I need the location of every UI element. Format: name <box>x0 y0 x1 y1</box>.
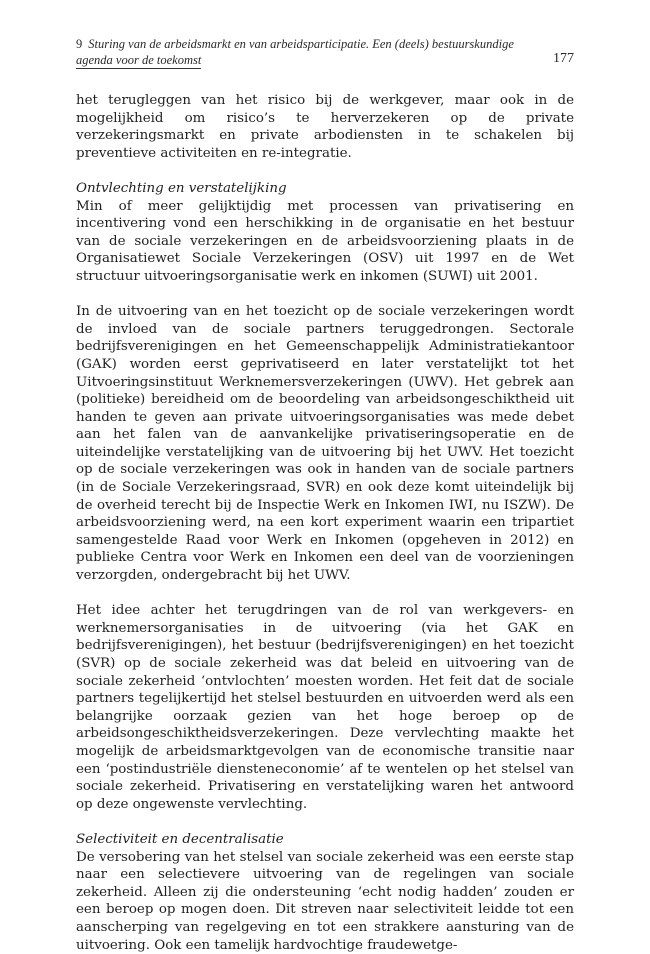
section-heading-selectiviteit: Selectiviteit en decentralisatie <box>76 831 284 847</box>
paragraph-intro: het terugleggen van het risico bij de werkgever, maar ook in de mogelijkheid om risico’s te herverzekeren op de private verzekeringsmarkt en private arbodiensten in te schakelen bij preventieve activiteiten en re-integratie. <box>76 93 574 161</box>
running-header <box>76 36 586 69</box>
paragraph-section1-1: Min of meer gelijktijdig met processen van privatisering en incentivering vond een herschikking in de organisatie en het bestuur van de sociale verzekeringen en de arbeidsvoorziening plaats in de Organisatiewet Sociale Verzekeringen (OSV) uit 1997 en de Wet structuur uitvoeringsorganisatie werk en inkomen (SUWI) uit 2001. <box>76 198 574 284</box>
chapter-number: 9 <box>76 37 83 51</box>
section-heading-ontvlechting: Ontvlechting en verstatelijking <box>76 180 287 196</box>
page-number: 177 <box>553 51 574 66</box>
paragraph-section2-1: De versobering van het stelsel van sociale zekerheid was een eerste stap naar een selectievere uitvoering van de regelingen van sociale zekerheid. Alleen zij die ondersteuning ‘echt nodig hadden’ zouden er een beroep op mogen doen. Dit streven naar selectiviteit leidde tot een aanscherping van regelgeving en tot een strakkere aansturing van de uitvoering. Ook een tamelijk hardvochtige fraudewetge- <box>76 849 574 953</box>
header-title-line1: Sturing van de arbeidsmarkt en van arbeidsparticipatie. Een (deels) bestuurskundige <box>88 37 514 51</box>
header-title-line2: agenda voor de toekomst <box>76 53 202 67</box>
body-text <box>76 92 574 954</box>
paragraph-section1-3: Het idee achter het terugdringen van de rol van werkgevers- en werknemersorganisaties in de uitvoering (via het GAK en bedrijfsverenigingen), het bestuur (bedrijfsverenigingen) en het toezicht (SVR) op de sociale zekerheid was dat beleid en uitvoering van de sociale zekerheid ‘ontvlochten’ moesten worden. Het feit dat de sociale partners tegelijkertijd het stelsel bestuurden en uitvoerden werd als een belangrijke oorzaak gezien van het hoge beroep op de arbeidsongeschiktheidsverzekeringen. Deze vervlechting maakte het mogelijk de arbeidsmarktgevolgen van de economische transitie naar een ‘postindustriële diensteneconomie’ af te wentelen op het stelsel van sociale zekerheid. Privatisering en verstatelijking waren het antwoord op deze ongewenste vervlechting. <box>76 603 574 812</box>
paragraph-section1-2: In de uitvoering van en het toezicht op de sociale verzekeringen wordt de invloed van de sociale partners teruggedrongen. Sectorale bedrijfsverenigingen en het Gemeenschappelijk Administratiekantoor (GAK) worden eerst geprivatiseerd en later verstatelijkt tot het Uitvoeringsinstituut Werknemersverzekeringen (UWV). Het gebrek aan (politieke) bereidheid om de beoordeling van arbeidsongeschiktheid uit handen te geven aan private uitvoeringsorganisaties was mede debet aan het falen van de aanvankelijke privatiseringsoperatie en de uiteindelijke verstatelijking van de uitvoering bij het UWV. Het toezicht op de sociale verzekeringen was ook in handen van de sociale partners (in de Sociale Verzekeringsraad, SVR) en ook deze komt uiteindelijk bij de overheid terecht bij de Inspectie Werk en Inkomen IWI, nu ISZW). De arbeidsvoorziening werd, na een kort experiment waarin een tripartiet samengestelde Raad voor Werk en Inkomen (opgeheven in 2012) en publieke Centra voor Werk en Inkomen een deel van de voorzieningen verzorgden, ondergebracht bij het UWV. <box>76 304 574 584</box>
